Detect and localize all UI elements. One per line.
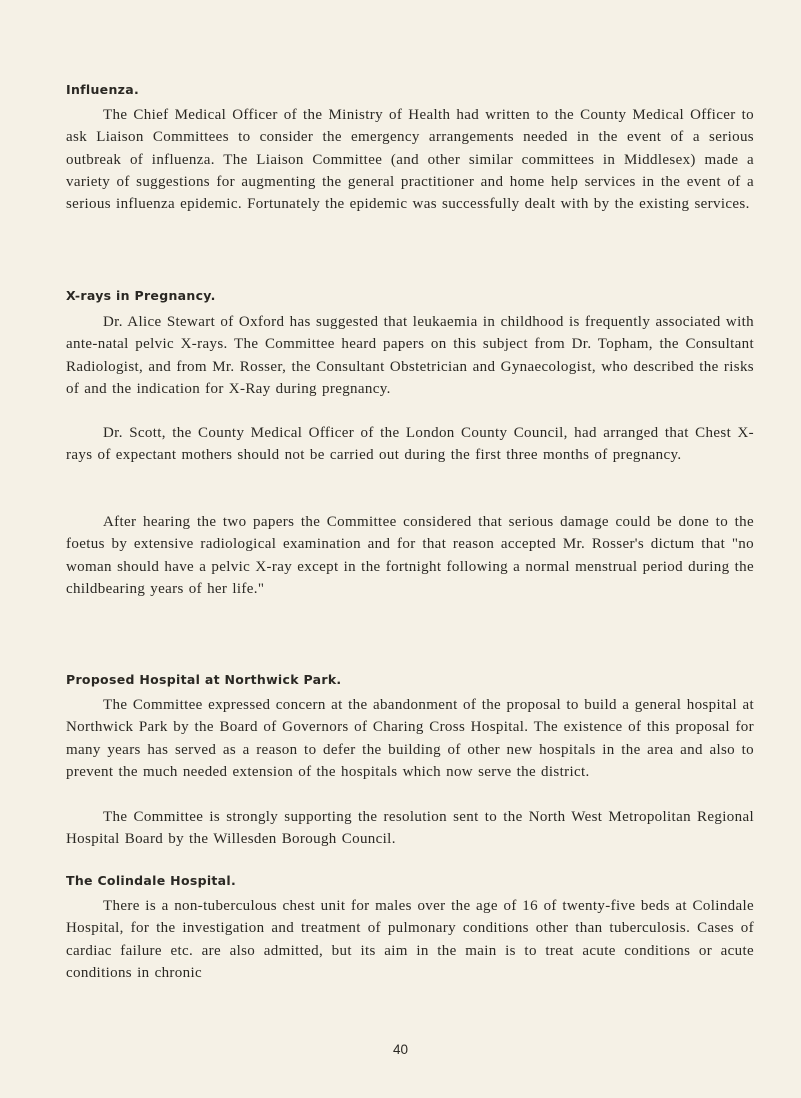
paragraph-colindale: There is a non-tuberculous chest unit for males over the age of 16 of twenty-five beds at Colindale Hospital, for the investigation and treatment of pulmonary conditions other than tuberculosis. Cases of cardiac failure etc. are also admitted, but its aim in the main is to treat acute conditions or acute conditions in chronic [66,898,754,981]
paragraph-northwick-1: The Committee expressed concern at the abandonment of the proposal to build a general hospital at Northwick Park by the Board of Governors of Charing Cross Hospital. The existence of this proposal for many years has served as a reason to defer the building of other new hospitals in the area and also to prevent the much needed extension of the hospitals which now serve the district. [66,697,754,780]
heading-northwick-park: Proposed Hospital at Northwick Park. [66,672,342,687]
heading-colindale-hospital: The Colindale Hospital. [66,873,237,888]
paragraph-xrays-1: Dr. Alice Stewart of Oxford has suggested that leukaemia in childhood is frequently associated with ante-natal pelvic X-rays. The Committee heard papers on this subject from Dr. Topham, the Consultant Radiologist, and from Mr. Rosser, the Consultant Obstetrician and Gynaecologist, who described the risks of and the indication for X-Ray during pregnancy. [66,314,754,397]
paragraph-xrays-2: Dr. Scott, the County Medical Officer of the London County Council, had arranged that Chest X-rays of expectant mothers should not be carried out during the first three months of pregnancy. [66,425,754,464]
heading-influenza: Influenza. [66,82,140,97]
page-number: 40 [392,1042,409,1057]
paragraph-influenza: The Chief Medical Officer of the Ministry of Health had written to the County Medical Officer to ask Liaison Committees to consider the emergency arrangements needed in the event of a serious outbreak of influenza. The Liaison Committee (and other similar committees in Middlesex) made a variety of suggestions for augmenting the general practitioner and home help services in the event of a serious influenza epidemic. Fortunately the epidemic was successfully dealt with by the existing services. [66,107,754,213]
paragraph-xrays-3: After hearing the two papers the Committee considered that serious damage could be done to the foetus by extensive radiological examination and for that reason accepted Mr. Rosser's dictum that "no woman should have a pelvic X-ray except in the fortnight following a normal menstrual period during the childbearing years of her life." [66,514,754,597]
heading-xrays-pregnancy: X-rays in Pregnancy. [66,288,216,303]
paragraph-northwick-2: The Committee is strongly supporting the resolution sent to the North West Metropolitan Regional Hospital Board by the Willesden Borough Council. [66,809,754,848]
